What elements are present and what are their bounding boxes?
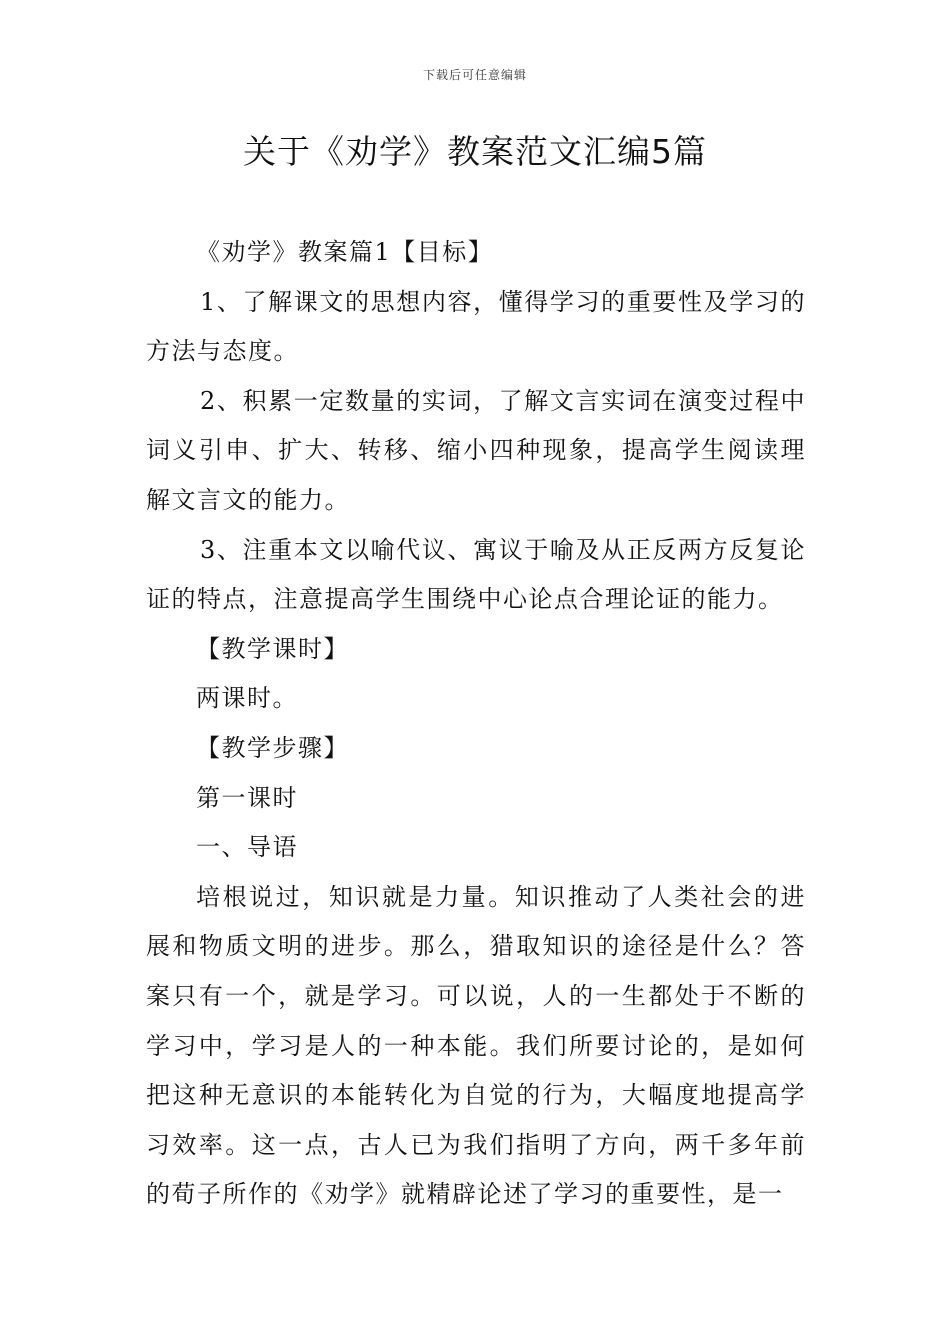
introduction-paragraph: 培根说过，知识就是力量。知识推动了人类社会的进展和物质文明的进步。那么，猎取知识的途径是什么？答案只有一个，就是学习。可以说，人的一生都处于不断的学习中，学习是人的一种本能。我们所要讨论的，是如何把这种无意识的本能转化为自觉的行为，大幅度地提高学习效率。这一点，古人已为我们指明了方向，两千多年前的荀子所作的《劝学》就精辟论述了学习的重要性，是一: [146, 882, 806, 1209]
section-heading-class-hours: 【教学课时】: [196, 634, 349, 663]
section-heading-teaching-steps: 【教学步骤】: [196, 733, 349, 762]
lesson-heading-first: 第一课时: [196, 783, 298, 812]
class-hours-text: 两课时。: [196, 684, 298, 713]
objective-item-3: 3、注重本文以喻代议、寓议于喻及从正反两方反复论证的特点，注意提高学生围绕中心论点合理论证的能力。: [146, 535, 806, 614]
subheading-introduction: 一、导语: [196, 833, 298, 862]
objective-item-1: 1、了解课文的思想内容，懂得学习的重要性及学习的方法与态度。: [146, 287, 806, 366]
document-title: 关于《劝学》教案范文汇编5篇: [243, 132, 707, 171]
document-body: [146, 228, 806, 1220]
section-heading-objectives: 《劝学》教案篇1【目标】: [196, 238, 494, 266]
objective-item-2: 2、积累一定数量的实词，了解文言实词在演变过程中词义引申、扩大、转移、缩小四种现象，提高学生阅读理解文言文的能力。: [146, 386, 806, 514]
header-note: 下载后可任意编辑: [422, 68, 527, 82]
